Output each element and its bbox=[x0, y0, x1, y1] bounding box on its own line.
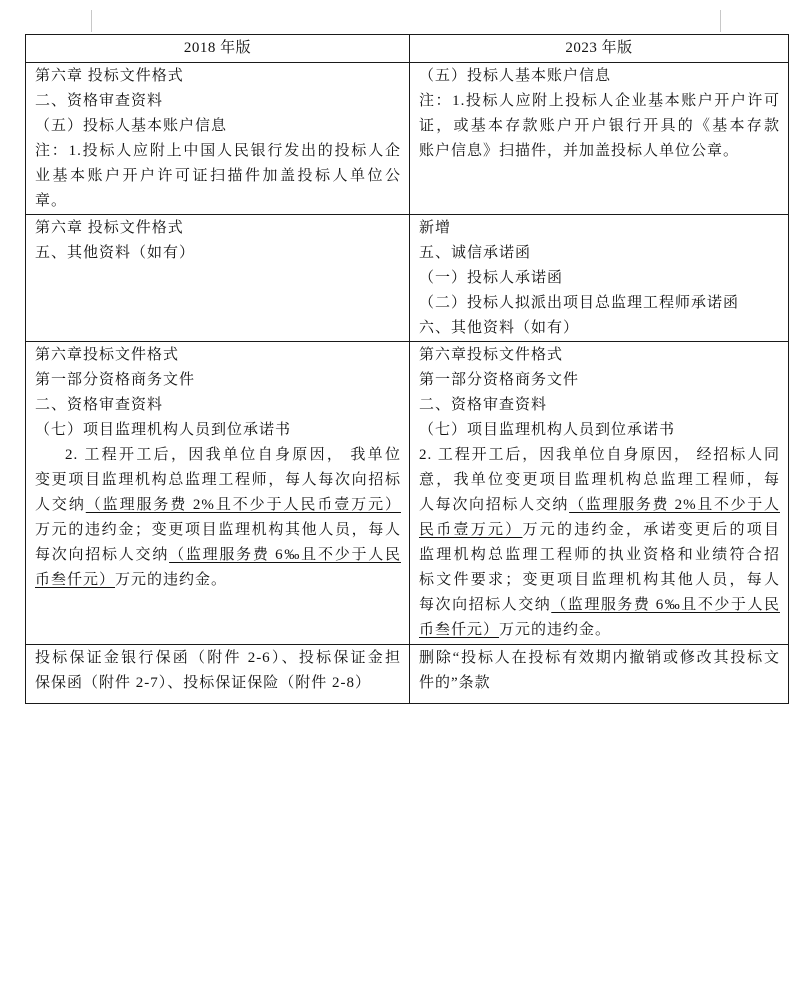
header-2018-edition: 2018 年版 bbox=[26, 35, 410, 63]
underlined-amount-text: （监理服务费 6‰且不少于人民 bbox=[169, 547, 401, 563]
text-line: （二）投标人拟派出项目总监理工程师承诺函 bbox=[419, 295, 740, 311]
text-line: 监理机构总监理工程师的执业资格和业绩符合招 bbox=[419, 547, 780, 563]
table-row bbox=[26, 342, 789, 645]
text-line: 二、资格审查资料 bbox=[419, 397, 548, 413]
text-line: 第一部分资格商务文件 bbox=[35, 372, 196, 388]
text-line bbox=[35, 543, 401, 568]
text-line: （一）投标人承诺函 bbox=[419, 270, 564, 286]
text-line: 五、其他资料（如有） bbox=[35, 245, 196, 261]
header-row bbox=[26, 35, 789, 63]
cell-2023-edition bbox=[410, 645, 789, 704]
text-line: 证，或基本存款账户开户银行开具的《基本存款 bbox=[419, 118, 780, 134]
underlined-amount-text: （监理服务费 2%且不少于人 bbox=[569, 497, 780, 513]
page-corner-mark-right bbox=[720, 10, 721, 32]
text-line: 件的”条款 bbox=[419, 675, 491, 691]
text-segment: 每次向招标人交纳 bbox=[419, 597, 552, 613]
cell-2018-edition bbox=[26, 645, 410, 704]
text-line bbox=[419, 618, 780, 643]
text-segment: 万元的违约金。 bbox=[499, 622, 612, 638]
text-line: 注：1.投标人应附上投标人企业基本账户开户许可 bbox=[419, 93, 780, 109]
cell-2023-edition bbox=[410, 215, 789, 342]
header-2023-edition: 2023 年版 bbox=[410, 35, 789, 63]
text-line: 2. 工程开工后，因我单位自身原因， 我单位 bbox=[65, 447, 401, 463]
text-segment: 万元的违约金。 bbox=[115, 572, 228, 588]
text-line: 第一部分资格商务文件 bbox=[419, 372, 580, 388]
underlined-amount-text: （监理服务费 2%且不少于人民币壹万元） bbox=[85, 497, 401, 513]
text-line: 第六章投标文件格式 bbox=[419, 347, 564, 363]
text-segment: 每次向招标人交纳 bbox=[35, 547, 170, 563]
text-line: （五）投标人基本账户信息 bbox=[35, 118, 228, 134]
text-line: 万元的违约金；变更项目监理机构其他人员，每人 bbox=[35, 522, 401, 538]
page-corner-mark-left bbox=[91, 10, 92, 32]
text-line: 投标保证金银行保函（附件 2-6）、投标保证金担 bbox=[35, 650, 401, 666]
text-segment: 人交纳 bbox=[35, 497, 86, 513]
text-line: 新增 bbox=[419, 220, 452, 236]
underlined-amount-text: 币叁仟元） bbox=[35, 572, 116, 588]
text-line: 二、资格审查资料 bbox=[35, 93, 164, 109]
cell-2018-edition bbox=[26, 342, 410, 645]
text-line: 2. 工程开工后，因我单位自身原因， 经招标人同 bbox=[419, 447, 780, 463]
text-line bbox=[419, 518, 780, 543]
text-line: 删除“投标人在投标有效期内撤销或修改其投标文 bbox=[419, 650, 780, 666]
text-line bbox=[419, 593, 780, 618]
underlined-amount-text: （监理服务费 6‰且不少于人民 bbox=[551, 597, 780, 613]
text-line: 六、其他资料（如有） bbox=[419, 320, 580, 336]
text-line: 章。 bbox=[35, 193, 68, 209]
text-line: 意，我单位变更项目监理机构总监理工程师，每 bbox=[419, 472, 780, 488]
underlined-amount-text: 币叁仟元） bbox=[419, 622, 500, 638]
underlined-amount-text: 民币壹万元） bbox=[419, 522, 523, 538]
text-line: 业基本账户开户许可证扫描件加盖投标人单位公 bbox=[35, 168, 401, 184]
text-line: 第六章 投标文件格式 bbox=[35, 220, 184, 236]
text-segment: 人每次向招标人交纳 bbox=[419, 497, 570, 513]
table-row bbox=[26, 215, 789, 342]
text-line: （七）项目监理机构人员到位承诺书 bbox=[35, 422, 292, 438]
text-line bbox=[35, 493, 401, 518]
text-line: 二、资格审查资料 bbox=[35, 397, 164, 413]
text-line: 变更项目监理机构总监理工程师，每人每次向招标 bbox=[35, 472, 401, 488]
text-line: 第六章投标文件格式 bbox=[35, 347, 180, 363]
text-line bbox=[419, 493, 780, 518]
text-line: 注：1.投标人应附上中国人民银行发出的投标人企 bbox=[35, 143, 401, 159]
text-line: 五、诚信承诺函 bbox=[419, 245, 532, 261]
cell-2023-edition bbox=[410, 342, 789, 645]
table-row bbox=[26, 645, 789, 704]
text-line: 第六章 投标文件格式 bbox=[35, 68, 184, 84]
text-line: 标文件要求；变更项目监理机构其他人员，每人 bbox=[419, 572, 780, 588]
cell-2018-edition bbox=[26, 215, 410, 342]
comparison-table bbox=[25, 34, 789, 704]
text-line: 账户信息》扫描件，并加盖投标人单位公章。 bbox=[419, 143, 740, 159]
text-line: （七）项目监理机构人员到位承诺书 bbox=[419, 422, 676, 438]
text-line: 保保函（附件 2-7）、投标保证保险（附件 2-8） bbox=[35, 675, 371, 691]
text-segment: 万元的违约金，承诺变更后的项目 bbox=[522, 522, 780, 538]
table-row bbox=[26, 63, 789, 215]
cell-2018-edition bbox=[26, 63, 410, 215]
text-line: （五）投标人基本账户信息 bbox=[419, 68, 612, 84]
text-line bbox=[35, 568, 401, 593]
cell-2023-edition bbox=[410, 63, 789, 215]
